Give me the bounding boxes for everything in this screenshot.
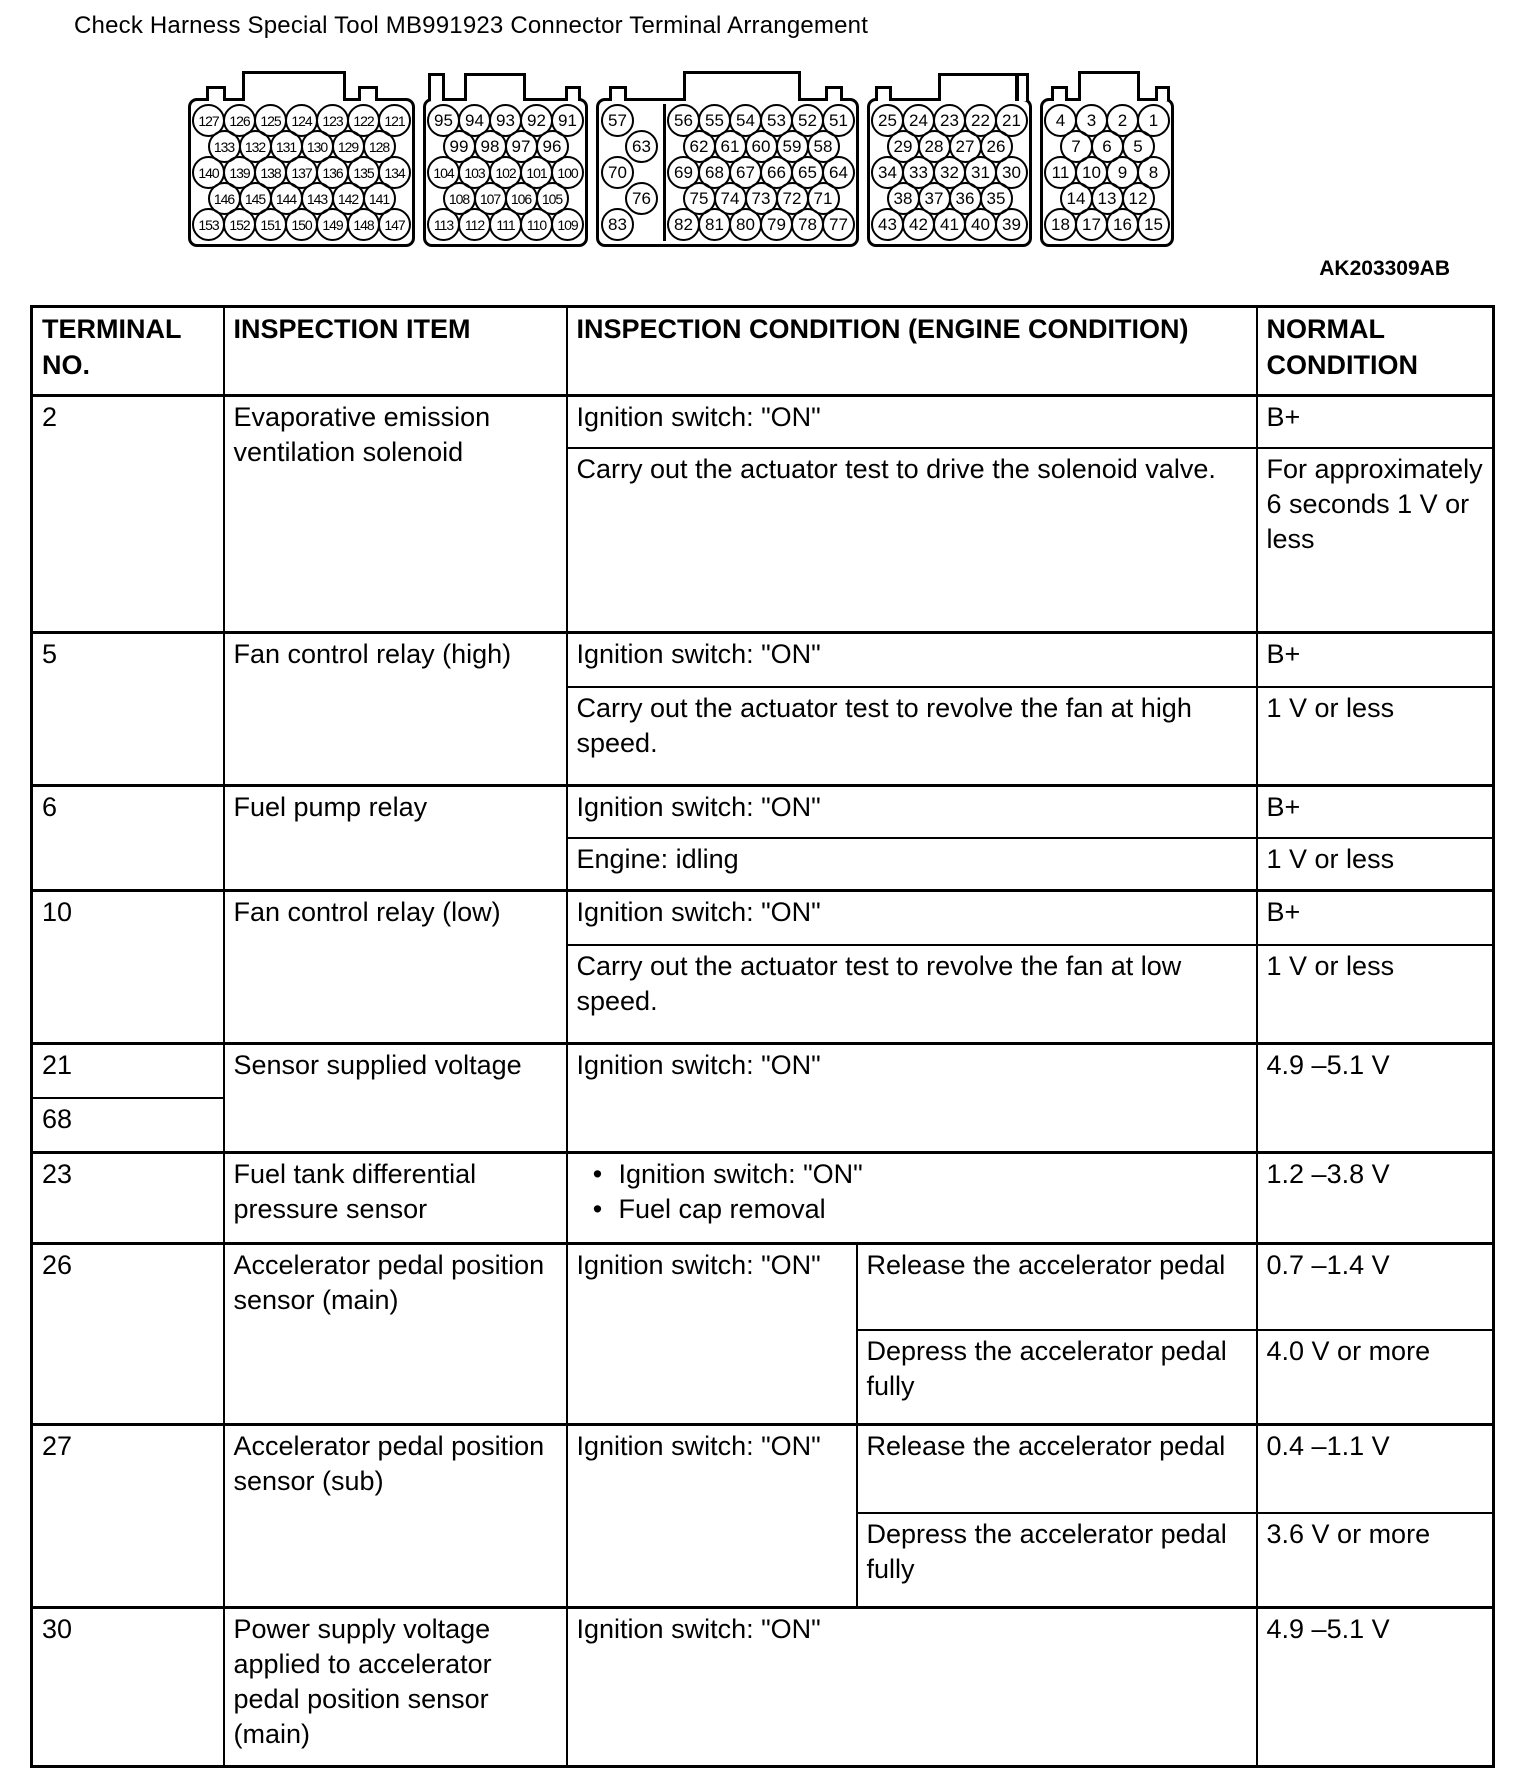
terminal-no-cell: 10: [32, 891, 224, 1044]
terminal-13: 13: [1091, 182, 1124, 215]
terminal-141: 141: [363, 182, 396, 215]
terminal-132: 132: [239, 130, 272, 163]
condition-cell: Carry out the actuator test to revolve the fan at high speed.: [567, 687, 1257, 786]
connector-terminal-grid: [872, 104, 1027, 241]
terminal-no-cell: 5: [32, 633, 224, 786]
inspection-item-cell: Fan control relay (low): [224, 891, 567, 1044]
terminal-66: 66: [760, 156, 793, 189]
header-inspection-condition: INSPECTION CONDITION (ENGINE CONDITION): [567, 307, 1257, 396]
terminal-80: 80: [729, 208, 762, 241]
condition-cell: Ignition switch: "ON": [567, 1244, 857, 1425]
bullet-text: Ignition switch: "ON": [618, 1159, 863, 1189]
terminal-152: 152: [223, 208, 256, 241]
terminal-103: 103: [458, 156, 491, 189]
terminal-111: 111: [489, 208, 522, 241]
terminal-23: 23: [933, 104, 966, 137]
terminal-109: 109: [551, 208, 584, 241]
table-row: [32, 1608, 1494, 1767]
terminal-60: 60: [745, 130, 778, 163]
terminal-83: 83: [601, 208, 634, 241]
terminal-130: 130: [301, 130, 334, 163]
terminal-62: 62: [683, 130, 716, 163]
connector-4: [867, 66, 1032, 247]
table-row: [32, 633, 1494, 688]
terminal-150: 150: [285, 208, 318, 241]
terminal-32: 32: [933, 156, 966, 189]
condition-cell: Ignition switch: "ON": [567, 786, 1257, 839]
terminal-row: [428, 208, 583, 241]
terminal-138: 138: [254, 156, 287, 189]
connector-key-tab: [565, 86, 581, 101]
terminal-131: 131: [270, 130, 303, 163]
table-row: [32, 1244, 1494, 1331]
terminal-153: 153: [192, 208, 225, 241]
terminal-134: 134: [378, 156, 411, 189]
terminal-40: 40: [964, 208, 997, 241]
terminal-78: 78: [791, 208, 824, 241]
terminal-133: 133: [208, 130, 241, 163]
terminal-2: 2: [1106, 104, 1139, 137]
terminal-8: 8: [1137, 156, 1170, 189]
terminal-22: 22: [964, 104, 997, 137]
terminal-68: 68: [698, 156, 731, 189]
terminal-51: 51: [822, 104, 855, 137]
terminal-74: 74: [714, 182, 747, 215]
terminal-81: 81: [698, 208, 731, 241]
terminal-102: 102: [489, 156, 522, 189]
terminal-7: 7: [1060, 130, 1093, 163]
connector-terminal-grid: [1045, 104, 1169, 241]
table-row: [32, 396, 1494, 449]
terminal-row: [1045, 208, 1169, 241]
inspection-item-cell: Fan control relay (high): [224, 633, 567, 786]
normal-condition-cell: 4.9 –5.1 V: [1257, 1044, 1494, 1153]
terminal-36: 36: [949, 182, 982, 215]
table-row: [32, 786, 1494, 839]
terminal-92: 92: [520, 104, 553, 137]
terminal-57: 57: [601, 104, 634, 137]
normal-condition-cell: 4.9 –5.1 V: [1257, 1608, 1494, 1767]
terminal-59: 59: [776, 130, 809, 163]
condition-cell: Ignition switch: "ON": [567, 1425, 857, 1608]
normal-condition-cell: 1.2 –3.8 V: [1257, 1153, 1494, 1244]
sub-condition-cell: Release the accelerator pedal: [857, 1425, 1257, 1514]
normal-condition-cell: 0.4 –1.1 V: [1257, 1425, 1494, 1514]
terminal-136: 136: [316, 156, 349, 189]
connector-key-tab: [242, 71, 346, 101]
condition-cell: Carry out the actuator test to drive the solenoid valve.: [567, 448, 1257, 633]
terminal-52: 52: [791, 104, 824, 137]
connector-body: [867, 98, 1032, 247]
terminal-27: 27: [949, 130, 982, 163]
bullet-icon: [577, 1192, 619, 1227]
inspection-item-cell: Evaporative emission ventilation solenoid: [224, 396, 567, 633]
normal-condition-cell: 1 V or less: [1257, 945, 1494, 1044]
terminal-58: 58: [807, 130, 840, 163]
connector-4-key-tabs: [867, 66, 1032, 98]
terminal-53: 53: [760, 104, 793, 137]
terminal-no-cell: 26: [32, 1244, 224, 1425]
condition-cell: Ignition switch: "ON": [567, 396, 1257, 449]
terminal-3: 3: [1075, 104, 1108, 137]
terminal-4: 4: [1044, 104, 1077, 137]
page-title: Check Harness Special Tool MB991923 Connector Terminal Arrangement: [74, 12, 869, 39]
connector-key-tab: [875, 86, 892, 101]
terminal-61: 61: [714, 130, 747, 163]
terminal-no-cell: 27: [32, 1425, 224, 1608]
header-normal-condition: NORMAL CONDITION: [1257, 307, 1494, 396]
terminal-105: 105: [536, 182, 569, 215]
terminal-139: 139: [223, 156, 256, 189]
terminal-100: 100: [551, 156, 584, 189]
connector-key-tab: [683, 71, 801, 101]
connector-5-key-tabs: [1040, 66, 1174, 98]
terminal-37: 37: [918, 182, 951, 215]
connector-terminal-diagram: [188, 66, 1508, 247]
normal-condition-cell: 0.7 –1.4 V: [1257, 1244, 1494, 1331]
terminal-56: 56: [667, 104, 700, 137]
connector-key-tab: [1155, 86, 1170, 101]
connector-terminal-grid: [663, 104, 854, 241]
terminal-67: 67: [729, 156, 762, 189]
normal-condition-cell: For approximately 6 seconds 1 V or less: [1257, 448, 1494, 633]
connector-body: [596, 98, 859, 247]
terminal-143: 143: [301, 182, 334, 215]
terminal-79: 79: [760, 208, 793, 241]
terminal-no-cell: 68: [32, 1098, 224, 1153]
terminal-9: 9: [1106, 156, 1139, 189]
normal-condition-cell: 4.0 V or more: [1257, 1330, 1494, 1425]
terminal-148: 148: [347, 208, 380, 241]
terminal-77: 77: [822, 208, 855, 241]
connector-key-tab: [1051, 86, 1068, 101]
terminal-6: 6: [1091, 130, 1124, 163]
terminal-30: 30: [995, 156, 1028, 189]
terminal-97: 97: [505, 130, 538, 163]
connector-key-tab: [609, 86, 627, 101]
condition-cell: [567, 1153, 1257, 1244]
connector-key-tab: [464, 73, 526, 101]
terminal-21: 21: [995, 104, 1028, 137]
terminal-14: 14: [1060, 182, 1093, 215]
connector-2-key-tabs: [423, 66, 588, 98]
terminal-row: [668, 208, 854, 241]
terminal-127: 127: [192, 104, 225, 137]
connector-terminal-grid: [428, 104, 583, 241]
terminal-76: 76: [625, 182, 658, 215]
inspection-item-cell: Power supply voltage applied to accelerator pedal position sensor (main): [224, 1608, 567, 1767]
terminal-129: 129: [332, 130, 365, 163]
terminal-149: 149: [316, 208, 349, 241]
terminal-112: 112: [458, 208, 491, 241]
connector-1-key-tabs: [188, 66, 415, 98]
inspection-item-cell: Fuel pump relay: [224, 786, 567, 891]
terminal-69: 69: [667, 156, 700, 189]
terminal-42: 42: [902, 208, 935, 241]
terminal-31: 31: [964, 156, 997, 189]
terminal-no-cell: 21: [32, 1044, 224, 1099]
terminal-row: [872, 208, 1027, 241]
condition-bullet-item: [577, 1192, 1247, 1227]
terminal-93: 93: [489, 104, 522, 137]
table-row: [32, 1153, 1494, 1244]
terminal-54: 54: [729, 104, 762, 137]
terminal-row: [193, 208, 410, 241]
condition-cell: Ignition switch: "ON": [567, 891, 1257, 946]
terminal-82: 82: [667, 208, 700, 241]
terminal-63: 63: [625, 130, 658, 163]
terminal-113: 113: [427, 208, 460, 241]
inspection-item-cell: Sensor supplied voltage: [224, 1044, 567, 1153]
terminal-146: 146: [208, 182, 241, 215]
terminal-137: 137: [285, 156, 318, 189]
sub-condition-cell: Depress the accelerator pedal fully: [857, 1513, 1257, 1608]
connector-left-terminal-column: [601, 104, 661, 241]
table-row: [32, 1425, 1494, 1514]
terminal-39: 39: [995, 208, 1028, 241]
connector-key-tab: [358, 86, 378, 101]
terminal-18: 18: [1044, 208, 1077, 241]
terminal-122: 122: [347, 104, 380, 137]
terminal-108: 108: [443, 182, 476, 215]
terminal-121: 121: [378, 104, 411, 137]
table-row: [32, 1044, 1494, 1099]
terminal-10: 10: [1075, 156, 1108, 189]
connector-5: [1040, 66, 1174, 247]
condition-cell: Carry out the actuator test to revolve the fan at low speed.: [567, 945, 1257, 1044]
terminal-64: 64: [822, 156, 855, 189]
terminal-145: 145: [239, 182, 272, 215]
figure-reference-code: AK203309AB: [1319, 257, 1450, 280]
terminal-16: 16: [1106, 208, 1139, 241]
terminal-147: 147: [378, 208, 411, 241]
terminal-70: 70: [601, 156, 634, 189]
inspection-item-cell: Accelerator pedal position sensor (sub): [224, 1425, 567, 1608]
terminal-65: 65: [791, 156, 824, 189]
terminal-110: 110: [520, 208, 553, 241]
bullet-text: Fuel cap removal: [618, 1194, 826, 1225]
terminal-124: 124: [285, 104, 318, 137]
normal-condition-cell: 1 V or less: [1257, 687, 1494, 786]
terminal-94: 94: [458, 104, 491, 137]
terminal-96: 96: [536, 130, 569, 163]
normal-condition-cell: 3.6 V or more: [1257, 1513, 1494, 1608]
terminal-123: 123: [316, 104, 349, 137]
terminal-24: 24: [902, 104, 935, 137]
terminal-99: 99: [443, 130, 476, 163]
terminal-151: 151: [254, 208, 287, 241]
terminal-no-cell: 2: [32, 396, 224, 633]
terminal-125: 125: [254, 104, 287, 137]
terminal-no-cell: 23: [32, 1153, 224, 1244]
header-inspection-item: INSPECTION ITEM: [224, 307, 567, 396]
condition-bullet-item: [577, 1157, 1247, 1192]
terminal-25: 25: [871, 104, 904, 137]
terminal-98: 98: [474, 130, 507, 163]
normal-condition-cell: B+: [1257, 786, 1494, 839]
connector-key-tab: [206, 86, 226, 101]
connector-1: [188, 66, 415, 247]
terminal-5: 5: [1122, 130, 1155, 163]
terminal-142: 142: [332, 182, 365, 215]
header-terminal-no: TERMINAL NO.: [32, 307, 224, 396]
connector-key-tab: [428, 73, 445, 101]
terminal-34: 34: [871, 156, 904, 189]
connector-3-key-tabs: [596, 66, 859, 98]
terminal-144: 144: [270, 182, 303, 215]
terminal-101: 101: [520, 156, 553, 189]
terminal-29: 29: [887, 130, 920, 163]
normal-condition-cell: B+: [1257, 891, 1494, 946]
connector-key-tab: [938, 73, 1018, 101]
terminal-28: 28: [918, 130, 951, 163]
normal-condition-cell: 1 V or less: [1257, 838, 1494, 891]
connector-key-tab: [1016, 73, 1029, 101]
terminal-73: 73: [745, 182, 778, 215]
terminal-inspection-table: [30, 305, 1495, 1768]
bullet-icon: [577, 1157, 619, 1192]
terminal-38: 38: [887, 182, 920, 215]
terminal-95: 95: [427, 104, 460, 137]
terminal-no-cell: 30: [32, 1608, 224, 1767]
terminal-26: 26: [980, 130, 1013, 163]
terminal-no-cell: 6: [32, 786, 224, 891]
terminal-126: 126: [223, 104, 256, 137]
connector-body: [423, 98, 588, 247]
condition-cell: Ignition switch: "ON": [567, 1608, 1257, 1767]
terminal-75: 75: [683, 182, 716, 215]
terminal-15: 15: [1137, 208, 1170, 241]
terminal-107: 107: [474, 182, 507, 215]
sub-condition-cell: Release the accelerator pedal: [857, 1244, 1257, 1331]
terminal-17: 17: [1075, 208, 1108, 241]
connector-2: [423, 66, 588, 247]
condition-cell: Engine: idling: [567, 838, 1257, 891]
connector-body: [1040, 98, 1174, 247]
terminal-1: 1: [1137, 104, 1170, 137]
terminal-33: 33: [902, 156, 935, 189]
terminal-106: 106: [505, 182, 538, 215]
connector-terminal-grid: [193, 104, 410, 241]
terminal-135: 135: [347, 156, 380, 189]
terminal-41: 41: [933, 208, 966, 241]
terminal-91: 91: [551, 104, 584, 137]
terminal-128: 128: [363, 130, 396, 163]
condition-cell: Ignition switch: "ON": [567, 1044, 1257, 1153]
normal-condition-cell: B+: [1257, 633, 1494, 688]
terminal-104: 104: [427, 156, 460, 189]
normal-condition-cell: B+: [1257, 396, 1494, 449]
terminal-55: 55: [698, 104, 731, 137]
terminal-43: 43: [871, 208, 904, 241]
terminal-12: 12: [1122, 182, 1155, 215]
table-header-row: [32, 307, 1494, 396]
condition-cell: Ignition switch: "ON": [567, 633, 1257, 688]
connector-key-tab: [825, 86, 843, 101]
connector-body: [188, 98, 415, 247]
terminal-140: 140: [192, 156, 225, 189]
inspection-item-cell: Fuel tank differential pressure sensor: [224, 1153, 567, 1244]
connector-key-tab: [1078, 71, 1140, 101]
terminal-35: 35: [980, 182, 1013, 215]
table-row: [32, 891, 1494, 946]
terminal-11: 11: [1044, 156, 1077, 189]
terminal-72: 72: [776, 182, 809, 215]
sub-condition-cell: Depress the accelerator pedal fully: [857, 1330, 1257, 1425]
inspection-item-cell: Accelerator pedal position sensor (main): [224, 1244, 567, 1425]
terminal-71: 71: [807, 182, 840, 215]
connector-3: [596, 66, 859, 247]
